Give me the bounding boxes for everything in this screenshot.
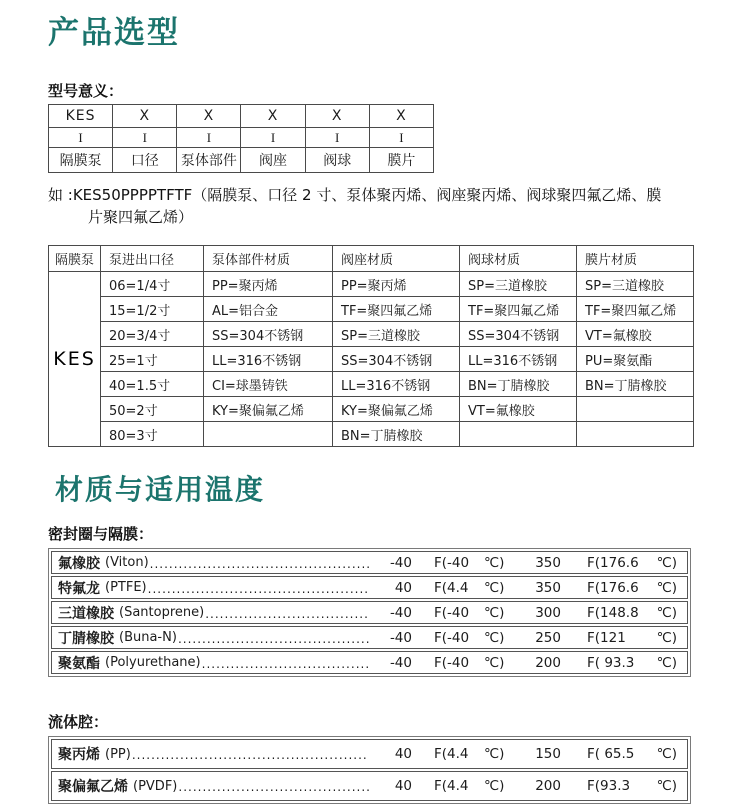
table-row bbox=[49, 297, 694, 322]
max-temp-c: F( 93.3 bbox=[587, 654, 635, 671]
table-cell: I bbox=[113, 128, 177, 148]
dot-leader bbox=[178, 630, 369, 646]
table-cell: 口径 bbox=[113, 148, 177, 173]
table-cell: 80=3寸 bbox=[101, 422, 204, 447]
material-name-en: (Buna-N) bbox=[119, 630, 177, 645]
table-cell: SS=304不锈钢 bbox=[333, 347, 460, 372]
table-cell bbox=[577, 422, 694, 447]
table-cell: SP=三道橡胶 bbox=[577, 272, 694, 297]
material-name: 氟橡胶 bbox=[58, 555, 100, 572]
material-name-en: (PTFE) bbox=[105, 580, 147, 595]
min-temp-unit: ℃) bbox=[484, 579, 505, 596]
dot-leader bbox=[178, 778, 369, 794]
max-temp-unit: ℃) bbox=[656, 746, 677, 762]
min-temp-c: F(4.4 bbox=[434, 579, 469, 596]
material-name-en: (Santoprene) bbox=[119, 605, 205, 620]
table-row bbox=[51, 651, 688, 674]
table-row bbox=[49, 347, 694, 372]
min-temp-c: F(-40 bbox=[434, 654, 470, 671]
max-temp-c: F(121 bbox=[587, 629, 626, 646]
max-temp-unit: ℃) bbox=[656, 629, 677, 646]
table-row bbox=[51, 739, 688, 769]
table-cell: 阀座 bbox=[241, 148, 305, 173]
page-title-product-selection: 产品选型 bbox=[48, 15, 180, 51]
table-cell: PP=聚丙烯 bbox=[204, 272, 333, 297]
table-cell: I bbox=[241, 128, 305, 148]
model-example-line2: 片聚四氟乙烯） bbox=[88, 208, 194, 226]
table-cell: SS=304不锈钢 bbox=[460, 322, 577, 347]
material-selection-table bbox=[48, 245, 694, 447]
table-cell: CI=球墨铸铁 bbox=[204, 372, 333, 397]
table-row bbox=[51, 771, 688, 801]
table-cell: I bbox=[305, 128, 369, 148]
dot-leader bbox=[150, 555, 369, 571]
seal-temperature-table bbox=[48, 548, 691, 677]
min-temp-c: F(-40 bbox=[434, 629, 470, 646]
max-temp-unit: ℃) bbox=[656, 579, 677, 596]
max-temp-unit: ℃) bbox=[656, 778, 677, 794]
dot-leader bbox=[202, 655, 369, 671]
model-meaning-label: 型号意义： bbox=[48, 82, 124, 100]
table-cell: AL=铝合金 bbox=[204, 297, 333, 322]
max-temp-c: F(148.8 bbox=[587, 604, 639, 621]
table-cell: 膜片 bbox=[369, 148, 433, 173]
table-cell: 泵体部件 bbox=[177, 148, 241, 173]
min-temp-f: -40 bbox=[389, 604, 412, 621]
table-row bbox=[51, 601, 688, 624]
table-cell: BN=丁腈橡胶 bbox=[577, 372, 694, 397]
table-cell: 15=1/2寸 bbox=[101, 297, 204, 322]
min-temp-f: -40 bbox=[389, 654, 412, 671]
material-name: 三道橡胶 bbox=[58, 605, 114, 622]
table-row bbox=[51, 576, 688, 599]
table-cell bbox=[577, 397, 694, 422]
table-cell: KY=聚偏氟乙烯 bbox=[333, 397, 460, 422]
pump-code-cell: KES bbox=[49, 272, 101, 447]
table-cell: PU=聚氨酯 bbox=[577, 347, 694, 372]
table-cell: 06=1/4寸 bbox=[101, 272, 204, 297]
max-temp-c: F(93.3 bbox=[587, 778, 631, 794]
table-cell: X bbox=[369, 105, 433, 128]
dot-leader bbox=[132, 746, 369, 762]
material-name: 特氟龙 bbox=[58, 580, 100, 597]
min-temp-c: F(-40 bbox=[434, 554, 470, 571]
table-cell: PP=聚丙烯 bbox=[333, 272, 460, 297]
table-cell: LL=316不锈钢 bbox=[460, 347, 577, 372]
min-temp-unit: ℃) bbox=[484, 604, 505, 621]
table-cell: LL=316不锈钢 bbox=[204, 347, 333, 372]
table-row bbox=[49, 272, 694, 297]
max-temp-f: 300 bbox=[535, 604, 561, 621]
material-name-en: (Polyurethane) bbox=[105, 655, 201, 670]
dot-leader bbox=[205, 605, 369, 621]
table-cell: TF=聚四氟乙烯 bbox=[460, 297, 577, 322]
max-temp-unit: ℃) bbox=[656, 554, 677, 571]
table-cell: BN=丁腈橡胶 bbox=[333, 422, 460, 447]
table-cell bbox=[204, 422, 333, 447]
table-row bbox=[49, 128, 434, 148]
max-temp-unit: ℃) bbox=[656, 654, 677, 671]
fluid-chamber-label: 流体腔： bbox=[48, 713, 109, 731]
material-name-en: (PVDF) bbox=[133, 778, 178, 794]
material-name: 聚氨酯 bbox=[58, 655, 100, 672]
table-cell: SP=三道橡胶 bbox=[333, 322, 460, 347]
min-temp-unit: ℃) bbox=[484, 778, 505, 794]
table-row bbox=[49, 397, 694, 422]
min-temp-c: F(-40 bbox=[434, 604, 470, 621]
table-cell: 隔膜泵 bbox=[49, 148, 113, 173]
material-name-en: (Viton) bbox=[105, 555, 149, 570]
table-cell: SS=304不锈钢 bbox=[204, 322, 333, 347]
table-cell: LL=316不锈钢 bbox=[333, 372, 460, 397]
max-temp-c: F( 65.5 bbox=[587, 746, 635, 762]
table-cell: 阀球 bbox=[305, 148, 369, 173]
table-cell: KY=聚偏氟乙烯 bbox=[204, 397, 333, 422]
table-cell: I bbox=[177, 128, 241, 148]
page-title-material-temperature: 材质与适用温度 bbox=[55, 473, 266, 506]
table-cell: X bbox=[241, 105, 305, 128]
fluid-temperature-table bbox=[48, 736, 691, 804]
min-temp-unit: ℃) bbox=[484, 554, 505, 571]
table-cell: X bbox=[113, 105, 177, 128]
table-cell: I bbox=[369, 128, 433, 148]
header-cell: 阀座材质 bbox=[333, 246, 460, 272]
material-name: 聚丙烯 bbox=[58, 747, 100, 763]
table-row bbox=[51, 551, 688, 574]
min-temp-f: 40 bbox=[394, 778, 412, 794]
material-name: 丁腈橡胶 bbox=[58, 630, 114, 647]
table-row bbox=[49, 322, 694, 347]
min-temp-c: F(4.4 bbox=[434, 746, 469, 762]
min-temp-c: F(4.4 bbox=[434, 778, 469, 794]
table-cell bbox=[460, 422, 577, 447]
table-cell: VT=氟橡胶 bbox=[577, 322, 694, 347]
table-cell: KES bbox=[49, 105, 113, 128]
table-cell: SP=三道橡胶 bbox=[460, 272, 577, 297]
table-row bbox=[49, 105, 434, 128]
min-temp-f: -40 bbox=[389, 554, 412, 571]
max-temp-f: 350 bbox=[535, 579, 561, 596]
header-cell: 隔膜泵 bbox=[49, 246, 101, 272]
table-row bbox=[49, 422, 694, 447]
max-temp-f: 250 bbox=[535, 629, 561, 646]
table-cell: X bbox=[177, 105, 241, 128]
min-temp-f: -40 bbox=[389, 629, 412, 646]
table-row bbox=[49, 372, 694, 397]
max-temp-c: F(176.6 bbox=[587, 554, 639, 571]
header-cell: 膜片材质 bbox=[577, 246, 694, 272]
header-cell: 泵进出口径 bbox=[101, 246, 204, 272]
header-cell: 泵体部件材质 bbox=[204, 246, 333, 272]
table-row bbox=[51, 626, 688, 649]
max-temp-f: 150 bbox=[535, 746, 561, 762]
min-temp-unit: ℃) bbox=[484, 654, 505, 671]
min-temp-unit: ℃) bbox=[484, 746, 505, 762]
table-cell: BN=丁腈橡胶 bbox=[460, 372, 577, 397]
min-temp-f: 40 bbox=[394, 579, 412, 596]
seal-diaphragm-label: 密封圈与隔膜： bbox=[48, 525, 154, 543]
table-cell: TF=聚四氟乙烯 bbox=[333, 297, 460, 322]
table-cell: VT=氟橡胶 bbox=[460, 397, 577, 422]
header-cell: 阀球材质 bbox=[460, 246, 577, 272]
max-temp-c: F(176.6 bbox=[587, 579, 639, 596]
table-header-row bbox=[49, 246, 694, 272]
material-name-en: (PP) bbox=[105, 746, 131, 762]
model-example-line1: 如 :KES50PPPPTFTF（隔膜泵、口径 2 寸、泵体聚丙烯、阀座聚丙烯、阀球聚四氟乙烯、膜 bbox=[48, 186, 662, 204]
max-temp-unit: ℃) bbox=[656, 604, 677, 621]
model-code-table bbox=[48, 104, 434, 173]
table-row bbox=[49, 148, 434, 173]
max-temp-f: 200 bbox=[535, 654, 561, 671]
model-example-text bbox=[48, 184, 750, 228]
table-cell: I bbox=[49, 128, 113, 148]
material-name: 聚偏氟乙烯 bbox=[58, 779, 128, 795]
table-cell: 40=1.5寸 bbox=[101, 372, 204, 397]
table-cell: TF=聚四氟乙烯 bbox=[577, 297, 694, 322]
max-temp-f: 350 bbox=[535, 554, 561, 571]
min-temp-f: 40 bbox=[394, 746, 412, 762]
min-temp-unit: ℃) bbox=[484, 629, 505, 646]
table-cell: 25=1寸 bbox=[101, 347, 204, 372]
table-cell: 20=3/4寸 bbox=[101, 322, 204, 347]
dot-leader bbox=[148, 580, 369, 596]
table-cell: X bbox=[305, 105, 369, 128]
max-temp-f: 200 bbox=[535, 778, 561, 794]
table-cell: 50=2寸 bbox=[101, 397, 204, 422]
